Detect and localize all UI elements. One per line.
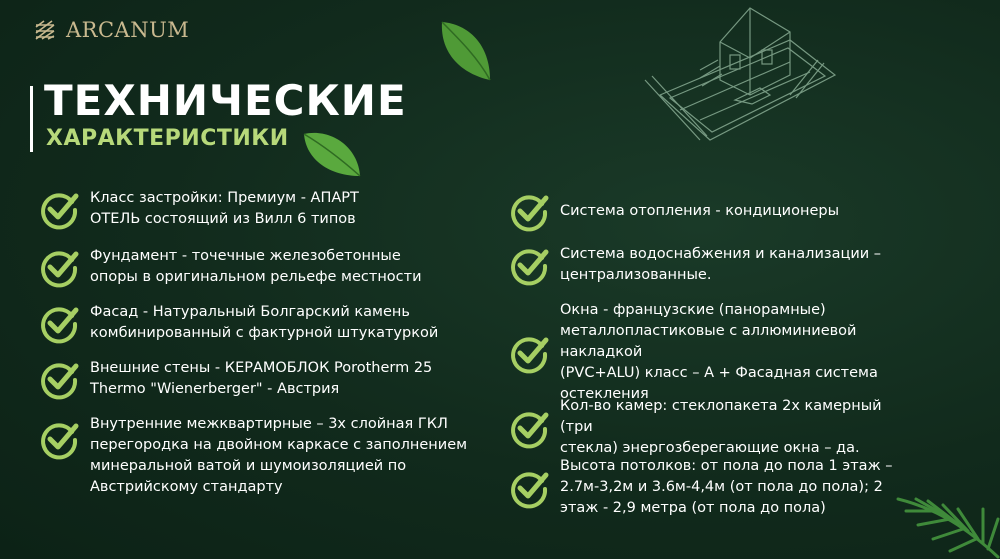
- check-circle-icon: [38, 188, 80, 230]
- list-item: [508, 190, 839, 232]
- list-item: [508, 300, 918, 405]
- check-circle-icon: [508, 244, 550, 286]
- list-item: [508, 396, 918, 459]
- title-accent-bar: [30, 86, 33, 152]
- list-item: [38, 188, 359, 230]
- list-item-text: Класс застройки: Премиум - АПАРТ ОТЕЛЬ состоящий из Вилл 6 типов: [90, 190, 359, 227]
- list-item-text: Фасад - Натуральный Болгарский камень комбинированный с фактурной штукатуркой: [90, 304, 439, 341]
- list-item: [38, 414, 467, 498]
- leaf-top-icon: [438, 18, 496, 84]
- blueprint-house-illustration: [640, 0, 840, 170]
- list-item-text: Внешние стены - КЕРАМОБЛОК Porotherm 25 Thermo "Wienerberger" - Австрия: [90, 360, 433, 397]
- check-circle-icon: [38, 246, 80, 288]
- list-item-text: Кол-во камер: стеклопакета 2х камерный (три стекла) энергозберегающие окна – да.: [560, 398, 882, 456]
- list-item-text: Внутренние межквартирные – 3х слойная ГКЛ перегородка на двойном каркасе с заполнением минеральной ватой и шумоизоляцией по Австрийскому стандарту: [90, 416, 468, 495]
- list-item: [38, 246, 422, 288]
- page-subtitle: ХАРАКТЕРИСТИКИ: [46, 126, 289, 151]
- check-circle-icon: [508, 332, 550, 374]
- list-item: [508, 244, 881, 286]
- grid-logo-icon: [34, 19, 56, 41]
- list-item-text: Фундамент - точечные железобетонные опоры в оригинальном рельефе местности: [90, 248, 422, 285]
- list-item-text: Окна - французские (панорамные) металлопластиковые с аллюминиевой накладкой (PVC+ALU) класс – А + Фасадная система остекления: [560, 302, 878, 402]
- check-circle-icon: [38, 358, 80, 400]
- check-circle-icon: [508, 190, 550, 232]
- check-circle-icon: [38, 302, 80, 344]
- list-item: [38, 302, 438, 344]
- leaf-mid-icon: [300, 128, 364, 180]
- list-item: [38, 358, 432, 400]
- page-title: ТЕХНИЧЕСКИЕ: [44, 76, 407, 125]
- list-item-text: Система водоснабжения и канализации – централизованные.: [560, 246, 882, 283]
- brand-name: ARCANUM: [66, 18, 190, 42]
- list-item-text: Система отопления - кондиционеры: [560, 202, 840, 219]
- check-circle-icon: [508, 407, 550, 449]
- list-item: [508, 456, 893, 519]
- check-circle-icon: [38, 418, 80, 460]
- list-item-text: Высота потолков: от пола до пола 1 этаж – 2.7м-3,2м и 3.6м-4,4м (от пола до пола); 2 этаж - 2,9 метра (от пола до пола): [560, 458, 893, 516]
- check-circle-icon: [508, 467, 550, 509]
- brand-logo: [34, 18, 189, 42]
